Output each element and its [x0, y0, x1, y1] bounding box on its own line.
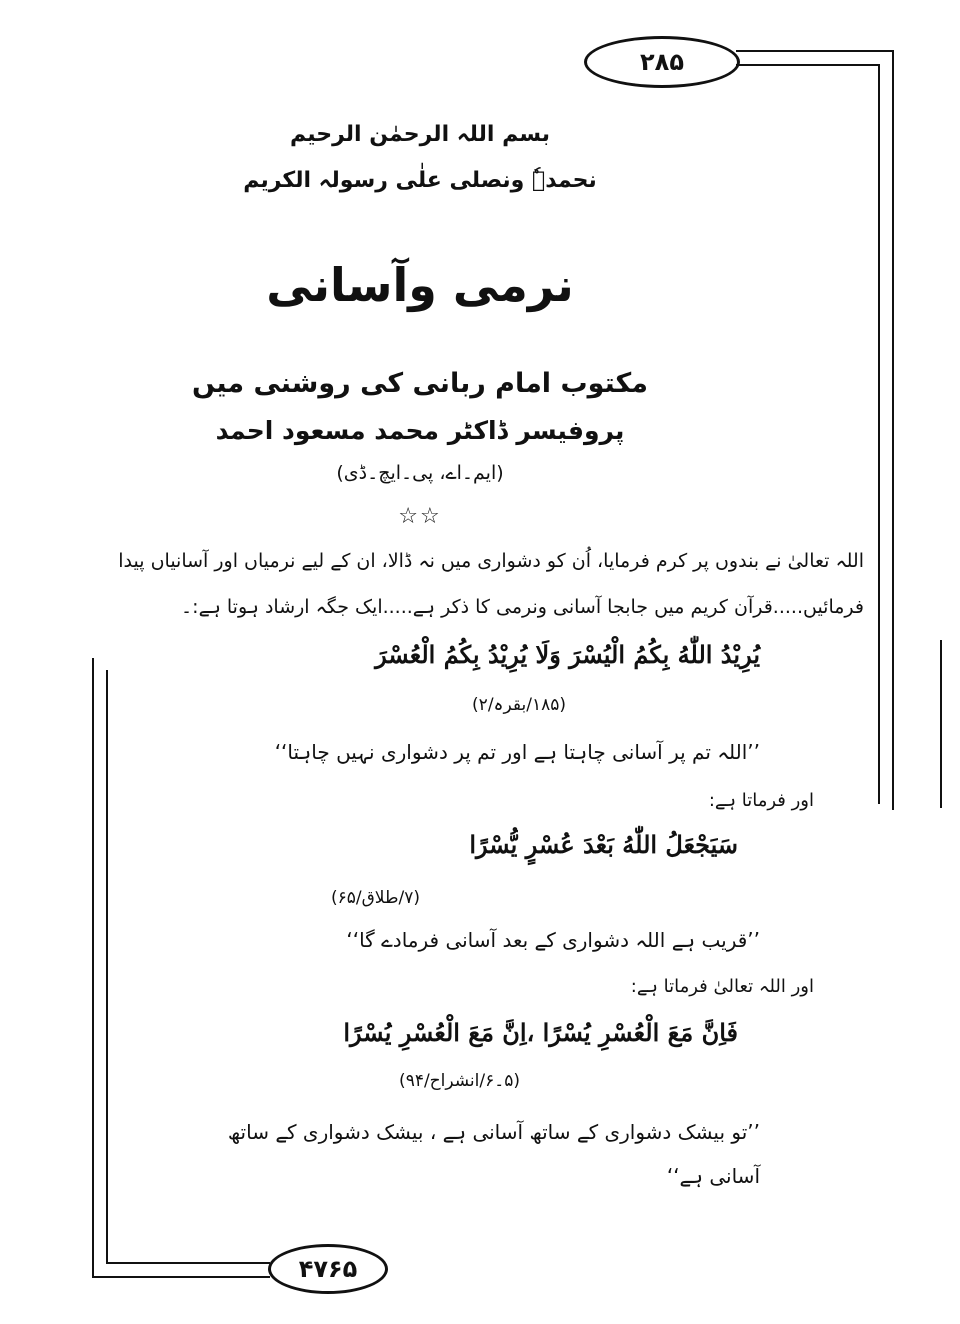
top-page-number-text: ۲۸۵: [640, 48, 684, 76]
verse-1: يُرِيْدُ اللّٰهُ بِكُمُ الْيُسْرَ وَلَا يُرِيْدُ بِكُمُ الْعُسْرَ: [375, 640, 760, 669]
verse-3-reference: (۵۔۶/انشراح/۹۴): [399, 1071, 520, 1091]
bottom-page-number: [268, 1244, 388, 1294]
bottom-page-number-text: ۴۷۶۵: [298, 1255, 358, 1283]
bismillah: بسم اللہ الرحمٰن الرحیم: [289, 122, 550, 147]
degrees: (ایم۔اے، پی۔ایچ۔ڈی): [336, 462, 504, 484]
top-rule: [736, 50, 894, 52]
connector-2: اور اللہ تعالیٰ فرماتا ہے:: [630, 976, 814, 997]
intro-line-2: فرمائیں.....قرآن کریم میں جابجا آسانی ونرمی کا ذکر ہے.....ایک جگہ ارشاد ہوتا ہے:۔: [181, 596, 864, 618]
top-page-number: [584, 36, 740, 88]
star-ornament: ☆☆: [398, 504, 442, 529]
bottom-rule-inner: [106, 1262, 270, 1264]
right-rule-third: [940, 640, 942, 808]
verse-3-translation-line-1: ’’تو بیشک دشواری کے ساتھ آسانی ہے ، بیشک دشواری کے ساتھ: [227, 1120, 760, 1144]
verse-3: فَاِنَّ مَعَ الْعُسْرِ يُسْرًا ،اِنَّ مَعَ الْعُسْرِ يُسْرًا: [343, 1018, 738, 1047]
verse-2-translation: ’’قریب ہے اللہ دشواری کے بعد آسانی فرمادے گا‘‘: [346, 928, 760, 952]
bottom-rule-outer: [92, 1276, 270, 1278]
verse-1-translation: ’’اللہ تم پر آسانی چاہتا ہے اور تم پر دشواری نہیں چاہتا‘‘: [274, 740, 760, 764]
main-title: نرمی وآسانی: [266, 258, 574, 312]
verse-2-reference: (۷/طلاق/۶۵): [330, 888, 420, 908]
verse-2: سَيَجْعَلُ اللّٰهُ بَعْدَ عُسْرٍ يُّسْرًا: [469, 830, 738, 859]
top-rule-inner: [736, 64, 880, 66]
intro-line-1: اللہ تعالیٰ نے بندوں پر کرم فرمایا، اُن کو دشواری میں نہ ڈالا، ان کے لیے نرمیاں اور آسانیاں پیدا: [118, 550, 864, 572]
salutation: نحمدہٗ ونصلی علٰی رسولہ الکریم: [243, 168, 597, 193]
author: پروفیسر ڈاکٹر محمد مسعود احمد: [215, 416, 625, 445]
bottom-left-rule-outer: [92, 658, 94, 1276]
verse-3-translation-line-2: آسانی ہے‘‘: [666, 1164, 760, 1188]
verse-1-reference: (۱۸۵/بقرہ/۲): [472, 695, 566, 715]
connector-1: اور فرماتا ہے:: [708, 790, 814, 811]
bottom-left-rule-inner: [106, 670, 108, 1264]
subtitle: مکتوب امام ربانی کی روشنی میں: [192, 368, 648, 399]
